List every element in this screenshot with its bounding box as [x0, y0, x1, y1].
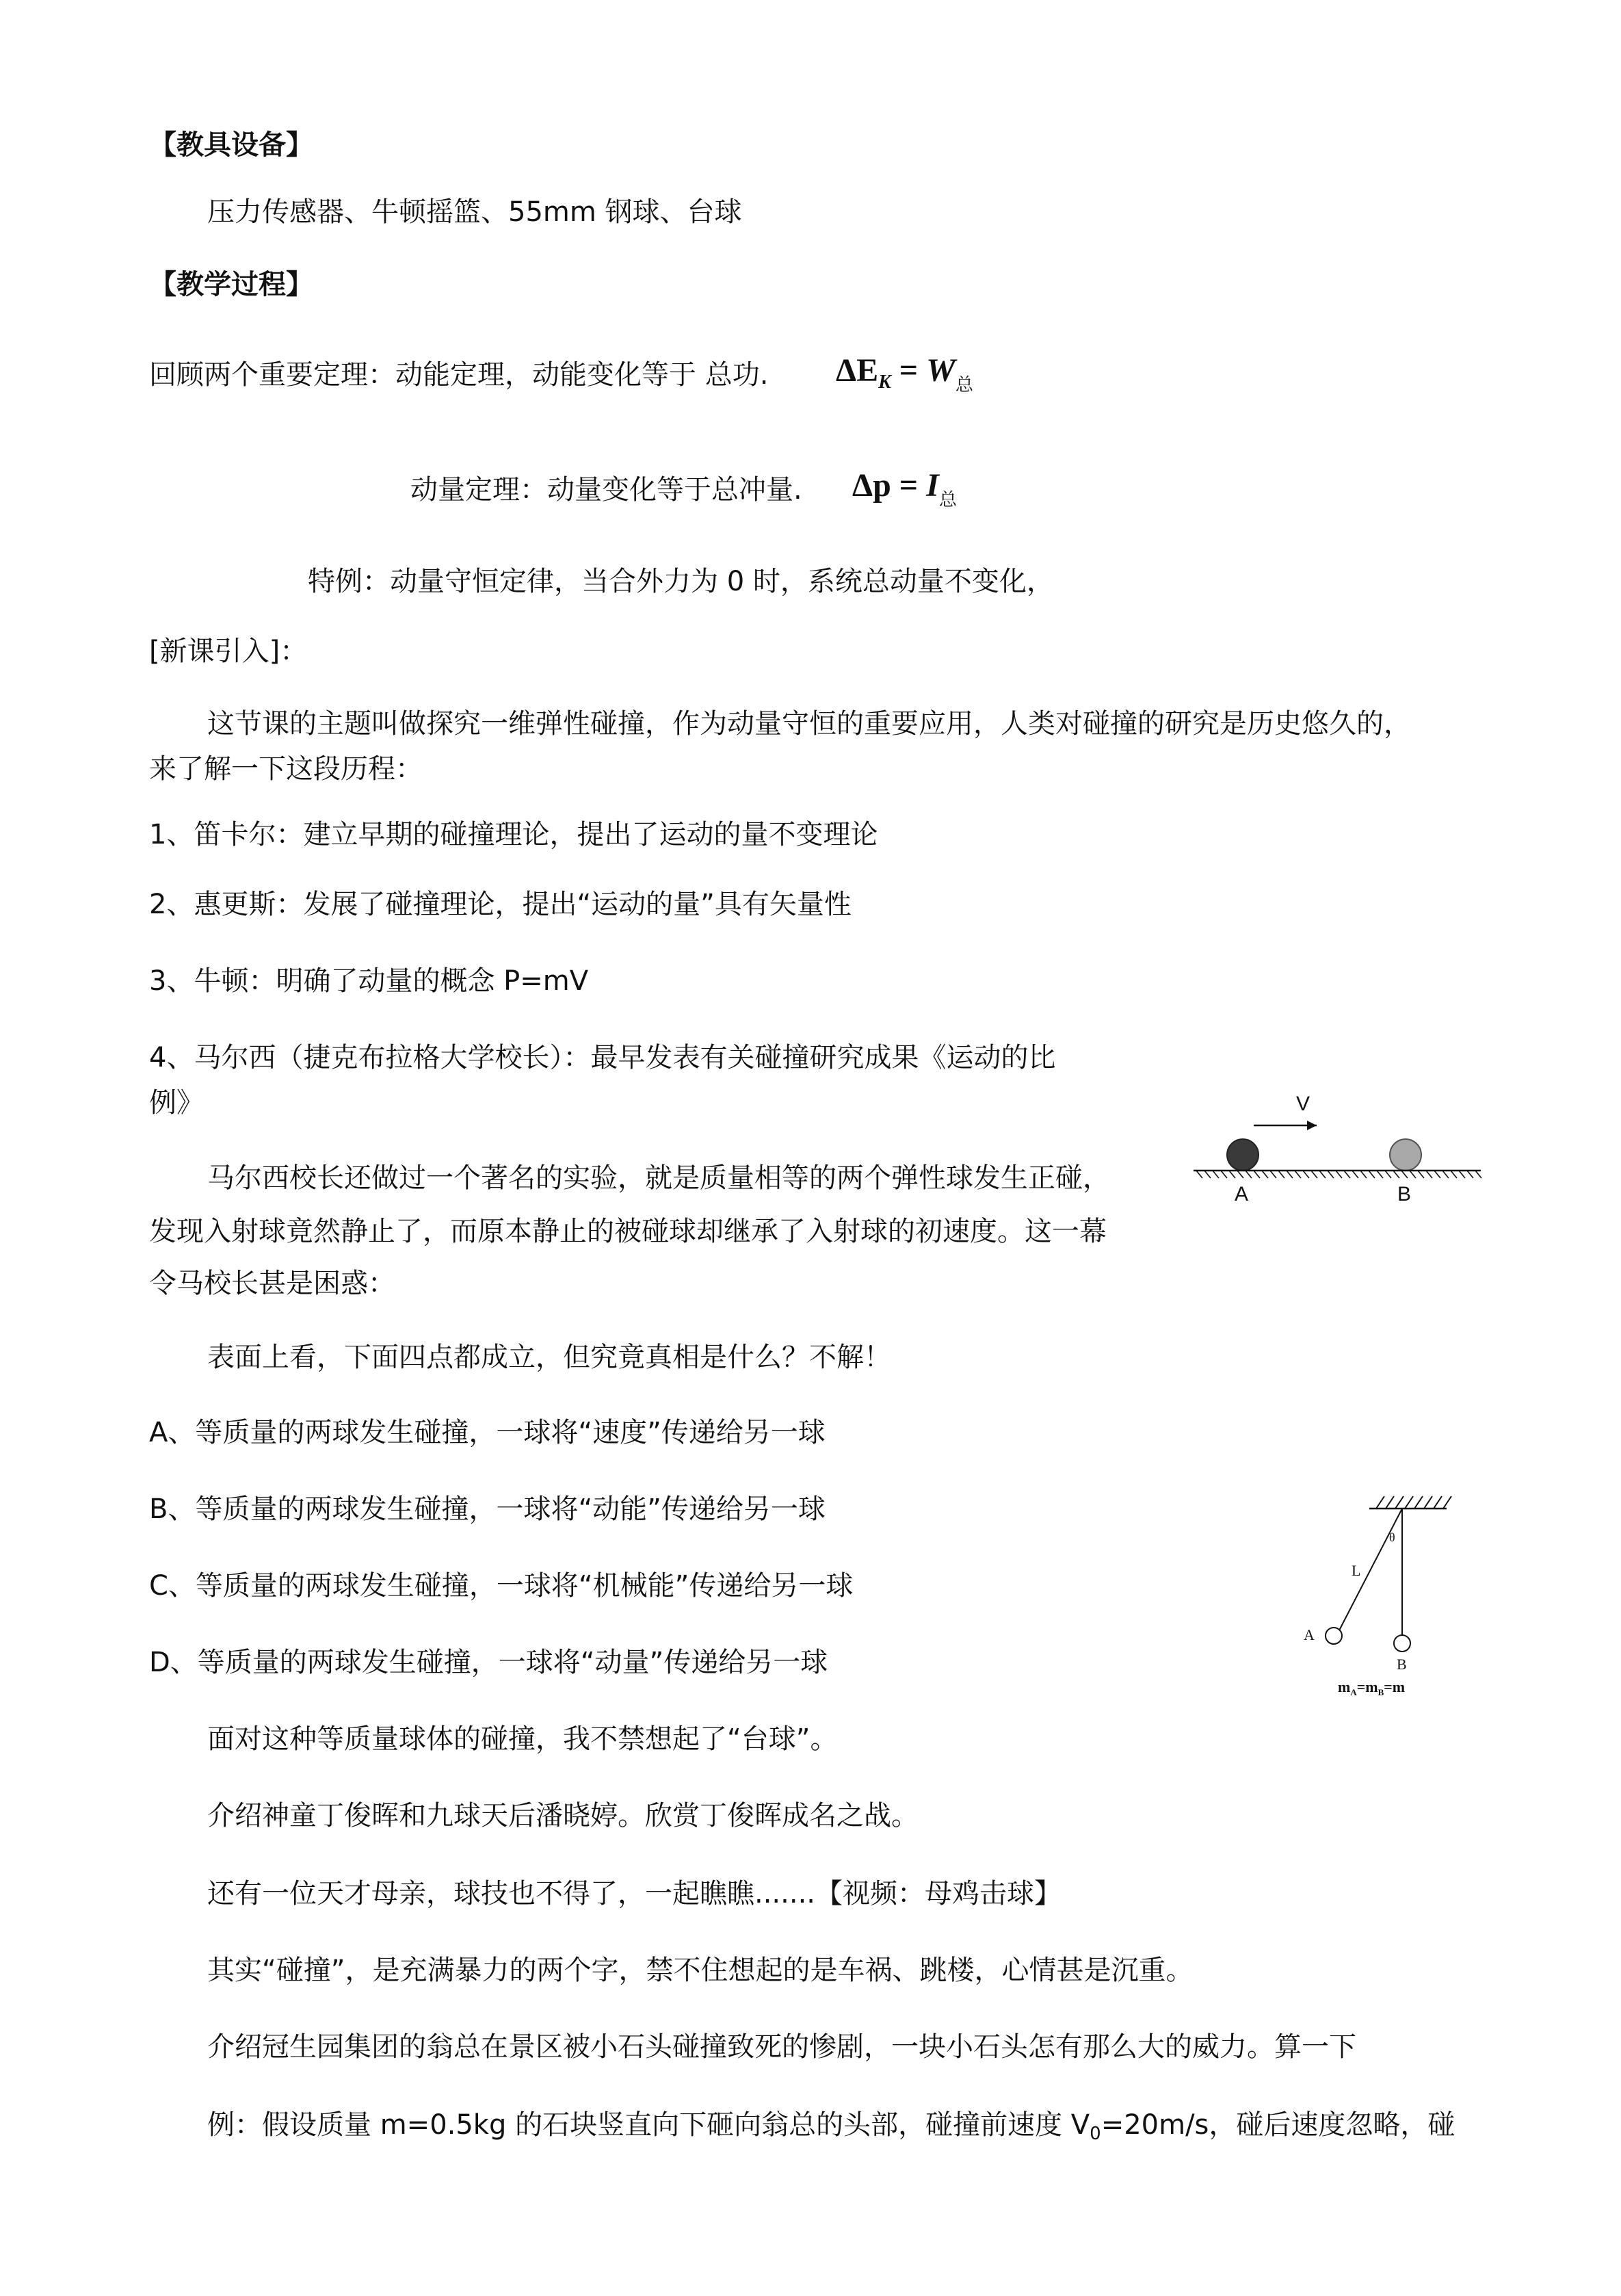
hatch-mark: [1377, 1171, 1383, 1178]
experiment-line-2: 发现入射球竟然静止了，而原本静止的被碰球却继承了入射球的初速度。这一幕: [149, 1216, 1107, 1247]
equipment-heading: 【教具设备】: [149, 129, 313, 161]
puzzle-text: 表面上看，下面四点都成立，但究竟真相是什么？不解！: [207, 1342, 891, 1373]
pendulum-ball-b-label: B: [1397, 1656, 1407, 1673]
hatch-mark: [1360, 1171, 1367, 1178]
hatch-mark: [1278, 1171, 1284, 1178]
formula-ek-lhs: ΔE: [836, 352, 879, 389]
formula-momentum: [852, 469, 957, 517]
option-d: D、等质量的两球发生碰撞，一球将“动量”传递给另一球: [149, 1647, 828, 1678]
hatch-mark: [1352, 1171, 1358, 1178]
hatch-mark: [1311, 1171, 1317, 1178]
history-item-1: 1、笛卡尔：建立早期的碰撞理论，提出了运动的量不变理论: [149, 819, 878, 850]
mass-m-b: m: [1365, 1678, 1378, 1695]
example-suffix: =20m/s，碰后速度忽略，碰: [1101, 2109, 1455, 2141]
hatch-mark: [1467, 1171, 1473, 1178]
option-c: C、等质量的两球发生碰撞，一球将“机械能”传递给另一球: [149, 1570, 854, 1602]
mass-eq: =: [1356, 1678, 1366, 1695]
ball-a-label: A: [1235, 1183, 1249, 1205]
example-subscript: 0: [1090, 2124, 1101, 2144]
hatch-mark: [1295, 1171, 1301, 1178]
mother-video-text: 还有一位天才母亲，球技也不得了，一起瞧瞧.......【视频：母鸡击球】: [207, 1878, 1062, 1909]
mass-sub-a: A: [1350, 1687, 1357, 1697]
hatch-mark: [1459, 1171, 1465, 1178]
formula-ek-sub-rhs: 总: [955, 375, 973, 395]
ball-b-label: B: [1397, 1183, 1412, 1205]
formula-ek-sub-lhs: K: [878, 371, 891, 393]
hatch-mark: [1426, 1171, 1432, 1178]
hatch-mark: [1414, 1496, 1423, 1509]
hatch-mark: [1287, 1171, 1293, 1178]
hatch-mark: [1204, 1171, 1211, 1178]
hatch-mark: [1434, 1171, 1440, 1178]
hatch-mark: [1270, 1171, 1276, 1178]
equipment-items: 压力传感器、牛顿摇篮、55mm 钢球、台球: [207, 196, 742, 228]
hatch-mark: [1237, 1171, 1243, 1178]
option-a: A、等质量的两球发生碰撞，一球将“速度”传递给另一球: [149, 1417, 826, 1448]
special-case-text: 特例：动量守恒定律，当合外力为 0 时，系统总动量不变化，: [308, 566, 1054, 597]
mass-sub-b: B: [1378, 1687, 1384, 1697]
angle-label: θ: [1389, 1530, 1395, 1544]
formula-p-sub-rhs: 总: [938, 490, 957, 510]
formula-kinetic-energy: [836, 354, 973, 402]
process-heading: 【教学过程】: [149, 269, 313, 300]
ball-b: [1390, 1139, 1421, 1171]
ball-a: [1227, 1139, 1258, 1171]
pendulum-ball-a: [1326, 1628, 1342, 1644]
hatch-mark: [1303, 1171, 1309, 1178]
players-text: 介绍神童丁俊晖和九球天后潘晓婷。欣赏丁俊晖成名之战。: [207, 1800, 919, 1831]
hatch-mark: [1221, 1171, 1227, 1178]
pendulum-ball-a-label: A: [1304, 1626, 1315, 1643]
hatch-mark: [1405, 1496, 1413, 1509]
ground-hatching: [1196, 1171, 1481, 1178]
hatch-mark: [1401, 1171, 1408, 1178]
momentum-theorem-text: 动量定理：动量变化等于总冲量.: [410, 474, 802, 506]
hatch-mark: [1262, 1171, 1268, 1178]
hatch-mark: [1336, 1171, 1342, 1178]
formula-ek-eq: =: [891, 352, 927, 389]
hatch-mark: [1451, 1171, 1457, 1178]
billiards-text: 面对这种等质量球体的碰撞，我不禁想起了“台球”。: [207, 1723, 838, 1755]
tragedy-text: 介绍冠生园集团的翁总在景区被小石头碰撞致死的惨剧，一块小石头怎有那么大的威力。算一下: [207, 2031, 1356, 2063]
velocity-label: V: [1296, 1093, 1310, 1115]
history-item-2: 2、惠更斯：发展了碰撞理论，提出“运动的量”具有矢量性: [149, 889, 852, 920]
review-text: 回顾两个重要定理：动能定理，动能变化等于 总功.: [149, 359, 769, 391]
hatch-mark: [1410, 1171, 1416, 1178]
pendulum-diagram: [1293, 1481, 1464, 1714]
hatch-mark: [1344, 1171, 1350, 1178]
hatch-mark: [1385, 1171, 1391, 1178]
string-a: [1339, 1509, 1402, 1630]
formula-p-lhs: Δp: [852, 467, 891, 504]
intro-para-line-2: 来了解一下这段历程：: [149, 753, 423, 785]
experiment-line-1: 马尔西校长还做过一个著名的实验，就是质量相等的两个弹性球发生正碰，: [207, 1162, 1110, 1194]
hatch-mark: [1418, 1171, 1424, 1178]
hatch-mark: [1319, 1171, 1326, 1178]
hatch-mark: [1395, 1496, 1403, 1509]
hatch-mark: [1442, 1171, 1449, 1178]
option-b: B、等质量的两球发生碰撞，一球将“动能”传递给另一球: [149, 1493, 826, 1525]
mass-m-a: m: [1338, 1678, 1351, 1695]
intro-para-line-1: 这节课的主题叫做探究一维弹性碰撞，作为动量守恒的重要应用，人类对碰撞的研究是历史悠久的，: [207, 708, 1411, 740]
formula-p-eq: =: [891, 467, 927, 504]
collision-diagram: [1187, 1084, 1488, 1214]
pendulum-ball-b: [1394, 1635, 1410, 1652]
hatch-mark: [1475, 1171, 1481, 1178]
hatch-mark: [1328, 1171, 1334, 1178]
example-prefix: 例：假设质量 m=0.5kg 的石块竖直向下砸向翁总的头部，碰撞前速度 V: [207, 2109, 1090, 2141]
hatch-mark: [1213, 1171, 1219, 1178]
violence-text: 其实“碰撞”，是充满暴力的两个字，禁不住想起的是车祸、跳楼，心情甚是沉重。: [207, 1955, 1194, 1986]
velocity-arrow-head: [1307, 1121, 1317, 1130]
hatch-mark: [1443, 1496, 1451, 1509]
formula-ek-rhs: W: [926, 352, 956, 389]
hatch-mark: [1196, 1171, 1202, 1178]
hatch-mark: [1369, 1171, 1375, 1178]
ceiling-hatching: [1376, 1496, 1451, 1509]
hatch-mark: [1376, 1496, 1384, 1509]
hatch-mark: [1254, 1171, 1260, 1178]
example-text: [207, 2109, 1455, 2150]
history-item-4: 4、马尔西（捷克布拉格大学校长）：最早发表有关碰撞研究成果《运动的比: [149, 1042, 1056, 1073]
formula-p-rhs: I: [926, 467, 939, 504]
hatch-mark: [1424, 1496, 1432, 1509]
mass-equation: [1338, 1678, 1405, 1697]
history-item-4-cont: 例》: [149, 1087, 204, 1119]
experiment-line-3: 令马校长甚是困惑：: [149, 1268, 395, 1299]
hatch-mark: [1393, 1171, 1399, 1178]
history-item-3: 3、牛顿：明确了动量的概念 P=mV: [149, 965, 589, 997]
hatch-mark: [1229, 1171, 1235, 1178]
hatch-mark: [1386, 1496, 1394, 1509]
mass-rhs: =m: [1384, 1678, 1406, 1695]
hatch-mark: [1434, 1496, 1442, 1509]
hatch-mark: [1246, 1171, 1252, 1178]
intro-heading: [新课引入]：: [149, 636, 308, 667]
length-label: L: [1352, 1562, 1361, 1579]
